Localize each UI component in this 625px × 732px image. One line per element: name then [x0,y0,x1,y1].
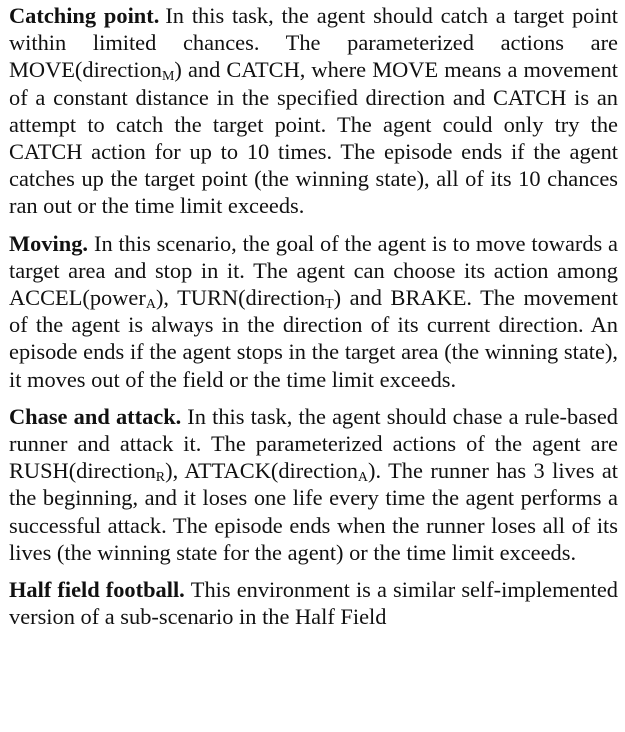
paragraph-heading: Chase and attack. [9,403,182,429]
paragraph-heading: Half field football. [9,577,185,603]
paragraph-text: ) and BRAKE. The movement of the agent is always in the direction of its current direction. An episode ends if the agent stops in the target area (the winning state), it moves out of the field or the time limit exceeds. [9,285,618,392]
paragraph-text: ). The runner has 3 lives at the beginning, and it loses one life every time the agent performs a successful attack. The episode ends when the runner loses all of its lives (the winning state for the agent) or the time limit exceeds. [9,458,618,565]
paragraph-chase-and-attack [9,403,618,566]
paragraph-text: In this task, the agent should chase a rule-based runner and attack it. The parameterized actions of the agent are RUSH(direction [9,403,618,484]
paragraph-half-field-football [9,576,618,630]
subscript: T [325,297,334,313]
subscript: A [145,297,156,313]
paragraph-text: In this scenario, the goal of the agent is to move towards a target area and stop in it. The agent can choose its action among ACCEL(power [9,230,618,311]
paragraph-text: ) and CATCH, where MOVE means a movement of a constant distance in the specified direction and CATCH is an attempt to catch the target point. The agent could only try the CATCH action for up to 10 times. The episode ends if the agent catches up the target point (the winning state), all of its 10 chances ran out or the time limit exceeds. [9,57,618,219]
subscript: A [357,470,369,486]
paragraph-text: ), ATTACK(direction [165,458,358,484]
subscript: R [155,470,166,486]
paragraph-text: ), TURN(direction [155,285,326,311]
paragraph-catching-point [9,2,618,220]
paragraph-heading: Moving. [9,230,88,256]
paragraph-text: In this task, the agent should catch a target point within limited chances. The parameterized actions are MOVE(direction [9,3,618,83]
document-page [9,2,618,630]
paragraph-heading: Catching point. [9,3,160,28]
paragraph-text: This environment is a similar self-implemented version of a sub-scenario in the Half Field [9,577,619,630]
subscript: M [161,69,175,85]
paragraph-moving [9,230,618,393]
